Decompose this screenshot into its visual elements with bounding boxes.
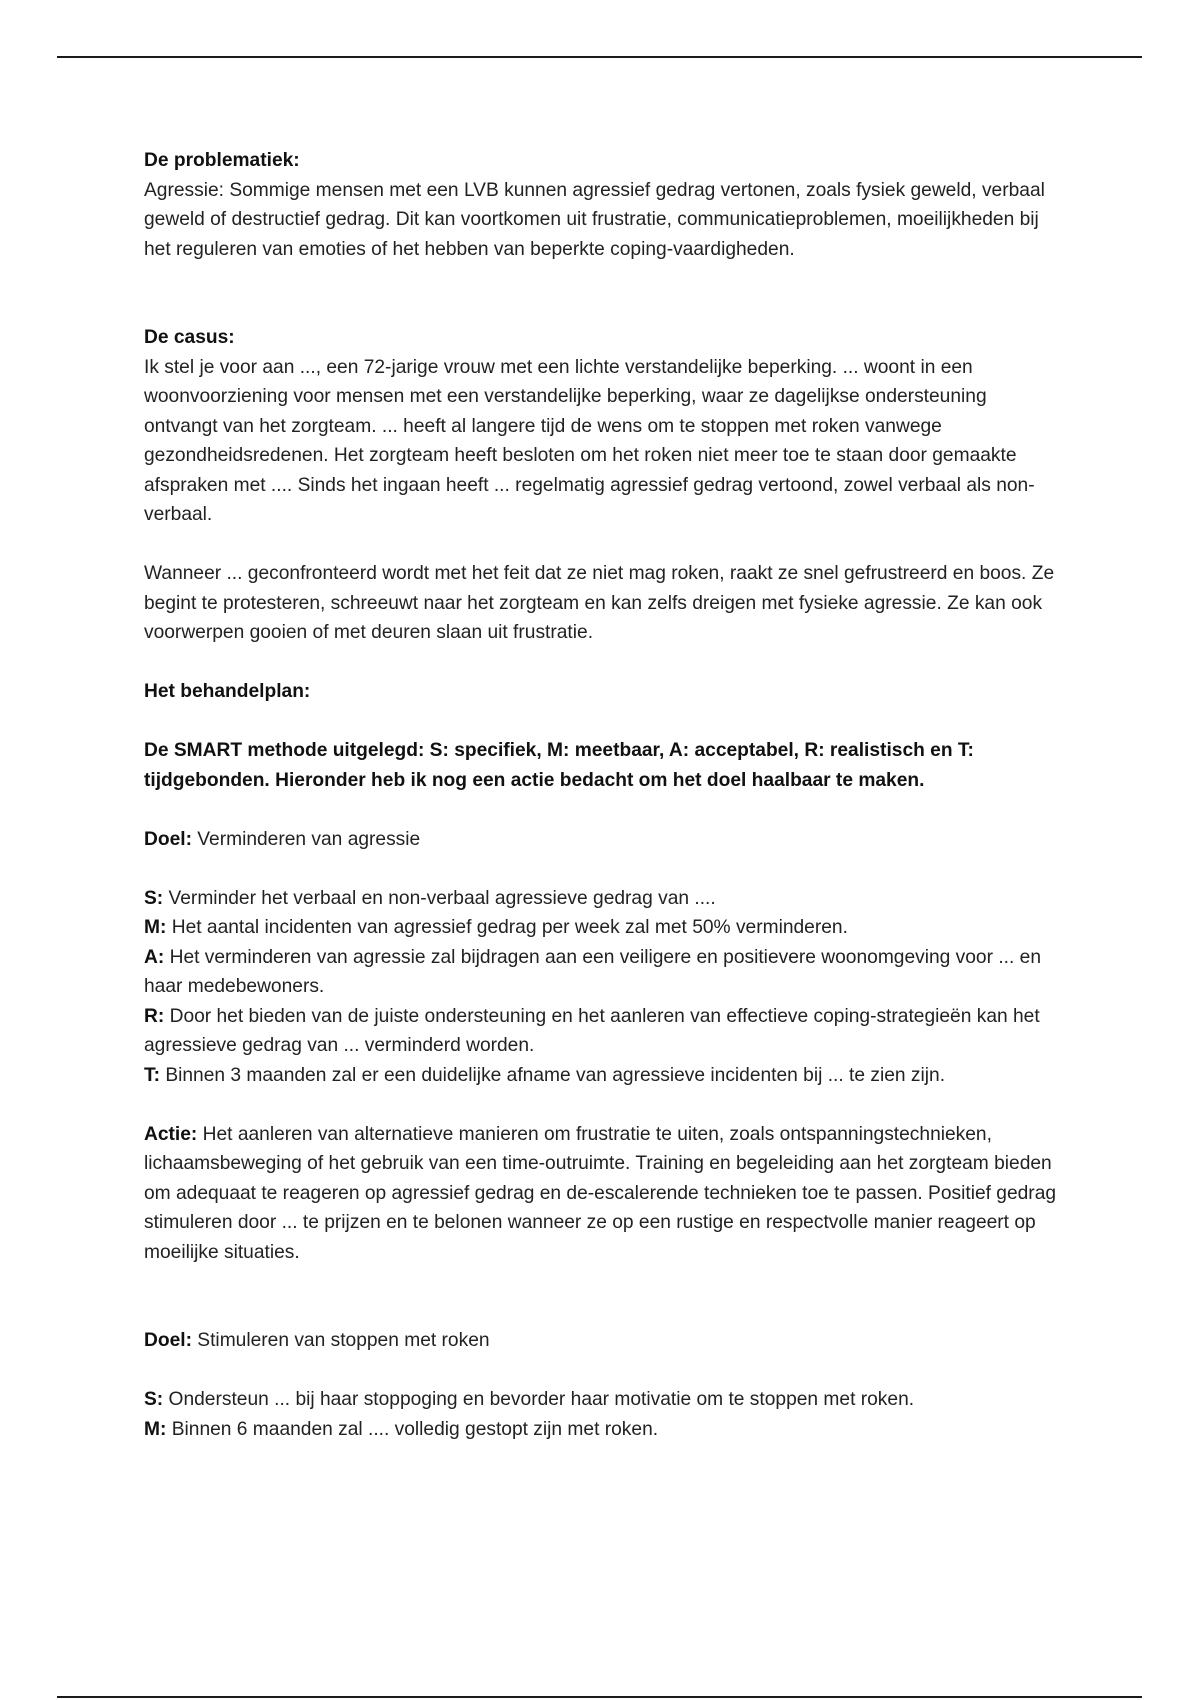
smart-t: [144, 1061, 1064, 1091]
smart-m: [144, 1415, 1064, 1445]
a-text: Het verminderen van agressie zal bijdragen aan een veiligere en positievere woonomgeving voor ... en haar medebewoners.: [144, 946, 1041, 997]
goal-smoking-section: [144, 1326, 1064, 1444]
document-body: [144, 146, 1064, 1444]
behandelplan-section: [144, 677, 1064, 795]
t-text: Binnen 3 maanden zal er een duidelijke afname van agressieve incidenten bij ... te zien zijn.: [159, 1064, 946, 1086]
goal-smoking-doel: [144, 1326, 1064, 1356]
smart-r: [144, 1002, 1064, 1061]
doel-label: Doel:: [144, 1330, 192, 1351]
t-label: T:: [144, 1064, 160, 1086]
m-text: Binnen 6 maanden zal .... volledig gestopt zijn met roken.: [166, 1418, 659, 1440]
header-rule: [57, 56, 1142, 58]
m-label: M:: [144, 1418, 167, 1440]
a-label: A:: [144, 946, 165, 968]
m-text: Het aantal incidenten van agressief gedrag per week zal met 50% verminderen.: [166, 917, 848, 938]
problematiek-text: Agressie: Sommige mensen met een LVB kunnen agressief gedrag vertonen, zoals fysiek geweld, verbaal geweld of destructief gedrag. Dit kan voortkomen uit frustratie, communicatieproblemen, moeilijkheden bij het reguleren van emoties of het hebben van beperkte coping-vaardigheden.: [144, 179, 1045, 260]
casus-paragraph-2: Wanneer ... geconfronteerd wordt met het feit dat ze niet mag roken, raakt ze snel gefrustreerd en boos. Ze begint te protesteren, schreeuwt naar het zorgteam en kan zelfs dreigen met fysieke agressie. Ze kan ook voorwerpen gooien of met deuren slaan uit frustratie.: [144, 563, 1055, 643]
goal-aggression-doel: [144, 825, 1064, 855]
r-label: R:: [144, 1005, 165, 1027]
s-label: S:: [144, 1389, 164, 1410]
doel-text: Stimuleren van stoppen met roken: [191, 1330, 490, 1351]
problematiek-heading: De problematiek:: [144, 150, 300, 171]
goal-aggression-section: [144, 825, 1064, 1268]
s-label: S:: [144, 887, 164, 909]
smart-intro: De SMART methode uitgelegd: S: specifiek, M: meetbaar, A: acceptabel, R: realistisch en T: tijdgebonden. Hieronder heb ik nog een actie bedacht om het doel haalbaar te maken.: [144, 740, 974, 791]
m-label: M:: [144, 917, 167, 938]
s-text: Ondersteun ... bij haar stoppoging en bevorder haar motivatie om te stoppen met roken.: [163, 1389, 915, 1410]
smart-s: [144, 884, 1064, 914]
doel-text: Verminderen van agressie: [191, 828, 421, 850]
casus-paragraph-1: Ik stel je voor aan ..., een 72-jarige vrouw met een lichte verstandelijke beperking. ... woont in een woonvoorziening voor mensen met een verstandelijke beperking, waar ze dagelijkse ondersteuning ontvangt van het zorgteam. ... heeft al langere tijd de wens om te stoppen met roken vanwege gezondheidsredenen. Het zorgteam heeft besloten om het roken niet meer toe te staan door gemaakte afspraken met .... Sinds het ingaan heeft ... regelmatig agressief gedrag vertoond, zowel verbaal als non-verbaal.: [144, 356, 1035, 525]
problematiek-section: [144, 146, 1064, 264]
actie-label: Actie:: [144, 1123, 198, 1145]
actie-text: Het aanleren van alternatieve manieren om frustratie te uiten, zoals ontspanningstechnieken, lichaamsbeweging of het gebruik van een time-outruimte. Training en begeleiding aan het zorgteam bieden om adequaat te reageren op agressief gedrag en de-escalerende technieken toe te passen. Positief gedrag stimuleren door ... te prijzen en te belonen wanneer ze op een rustige en respectvolle manier reageert op moeilijke situaties.: [144, 1123, 1057, 1263]
smart-a: [144, 943, 1064, 1002]
doel-label: Doel:: [144, 828, 192, 850]
casus-section: [144, 323, 1064, 648]
actie-paragraph: [144, 1120, 1064, 1268]
smart-s: [144, 1385, 1064, 1415]
s-text: Verminder het verbaal en non-verbaal agressieve gedrag van ....: [163, 887, 716, 909]
footer-rule: [57, 1696, 1142, 1698]
r-text: Door het bieden van de juiste ondersteuning en het aanleren van effectieve coping-strategieën kan het agressieve gedrag van ... verminderd worden.: [144, 1005, 1040, 1056]
behandelplan-heading: Het behandelplan:: [144, 681, 311, 702]
casus-heading: De casus:: [144, 327, 235, 348]
smart-m: [144, 913, 1064, 943]
